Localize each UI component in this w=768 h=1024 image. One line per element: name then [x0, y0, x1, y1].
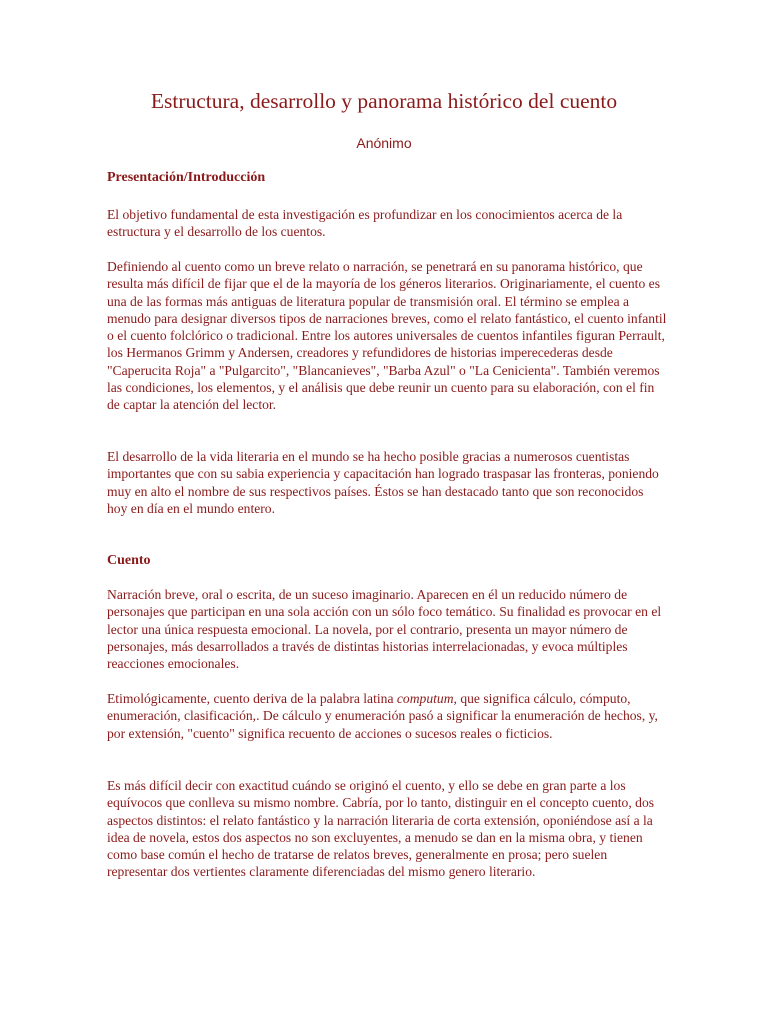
paragraph-intro-3: El desarrollo de la vida literaria en el mundo se ha hecho posible gracias a numerosos cuentistas importantes que con su sabia experiencia y capacitación han logrado traspasar las fronteras, poniendo muy en alto el nombre de sus respectivos países. Éstos se han destacado tanto que son reconocidos hoy en día en el mundo entero.: [107, 449, 659, 516]
paragraph-intro-2: Definiendo al cuento como un breve relato o narración, se penetrará en su panorama histórico, que resulta más difícil de fijar que el de la mayoría de los géneros literarios. Originariamente, el cuento es una de las formas más antiguas de literatura popular de transmisión oral. El término se emplea a menudo para designar diversos tipos de narraciones breves, como el relato fantástico, el cuento infantil o el cuento folclórico o tradicional. Entre los autores universales de cuentos infantiles figuran Perrault, los Hermanos Grimm y Andersen, creadores y refundidores de historias imperecederas desde "Caperucita Roja" a "Pulgarcito", "Blancanieves", "Barba Azul" o "La Cenicienta". También veremos las condiciones, los elementos, y el análisis que debe reunir un cuento para su elaboración, con el fin de captar la atención del lector.: [107, 259, 667, 413]
section-heading-cuento: Cuento: [107, 553, 151, 568]
latin-word-computum: computum: [396, 691, 454, 706]
etymology-text-after: , que significa cálculo, cómputo, enumeración, clasificación,. De cálculo y enumeración pasó a significar la enumeración de hechos, y, por extensión, "cuento" significa recuento de acciones o sucesos reales o ficticios.: [107, 691, 658, 741]
document-author: Anónimo: [356, 135, 412, 151]
paragraph-intro-1: El objetivo fundamental de esta investigación es profundizar en los conocimientos acerca de la estructura y el desarrollo de los cuentos.: [107, 207, 623, 240]
section-heading-introduccion: Presentación/Introducción: [107, 170, 266, 185]
etymology-text-before: Etimológicamente, cuento deriva de la palabra latina: [107, 691, 397, 706]
document-title: Estructura, desarrollo y panorama histórico del cuento: [150, 89, 618, 113]
paragraph-cuento-1: Narración breve, oral o escrita, de un suceso imaginario. Aparecen en él un reducido número de personajes que participan en una sola acción con un sólo foco temático. Su finalidad es provocar en el lector una única respuesta emocional. La novela, por el contrario, presenta un mayor número de personajes, más desarrollados a través de distintas historias interrelacionadas, y evoca múltiples reacciones emocionales.: [107, 587, 662, 672]
paragraph-cuento-2: [107, 690, 667, 742]
paragraph-cuento-3: Es más difícil decir con exactitud cuándo se originó el cuento, y ello se debe en gran parte a los equívocos que conlleva su mismo nombre. Cabría, por lo tanto, distinguir en el concepto cuento, dos aspectos distintos: el relato fantástico y la narración literaria de corta extensión, oponiéndose así a la idea de novela, estos dos aspectos no son excluyentes, a menudo se dan en la misma obra, y tienen como base común el hecho de tratarse de relatos breves, generalmente en prosa; pero suelen representar dos vertientes claramente diferenciadas del mismo genero literario.: [107, 778, 655, 880]
